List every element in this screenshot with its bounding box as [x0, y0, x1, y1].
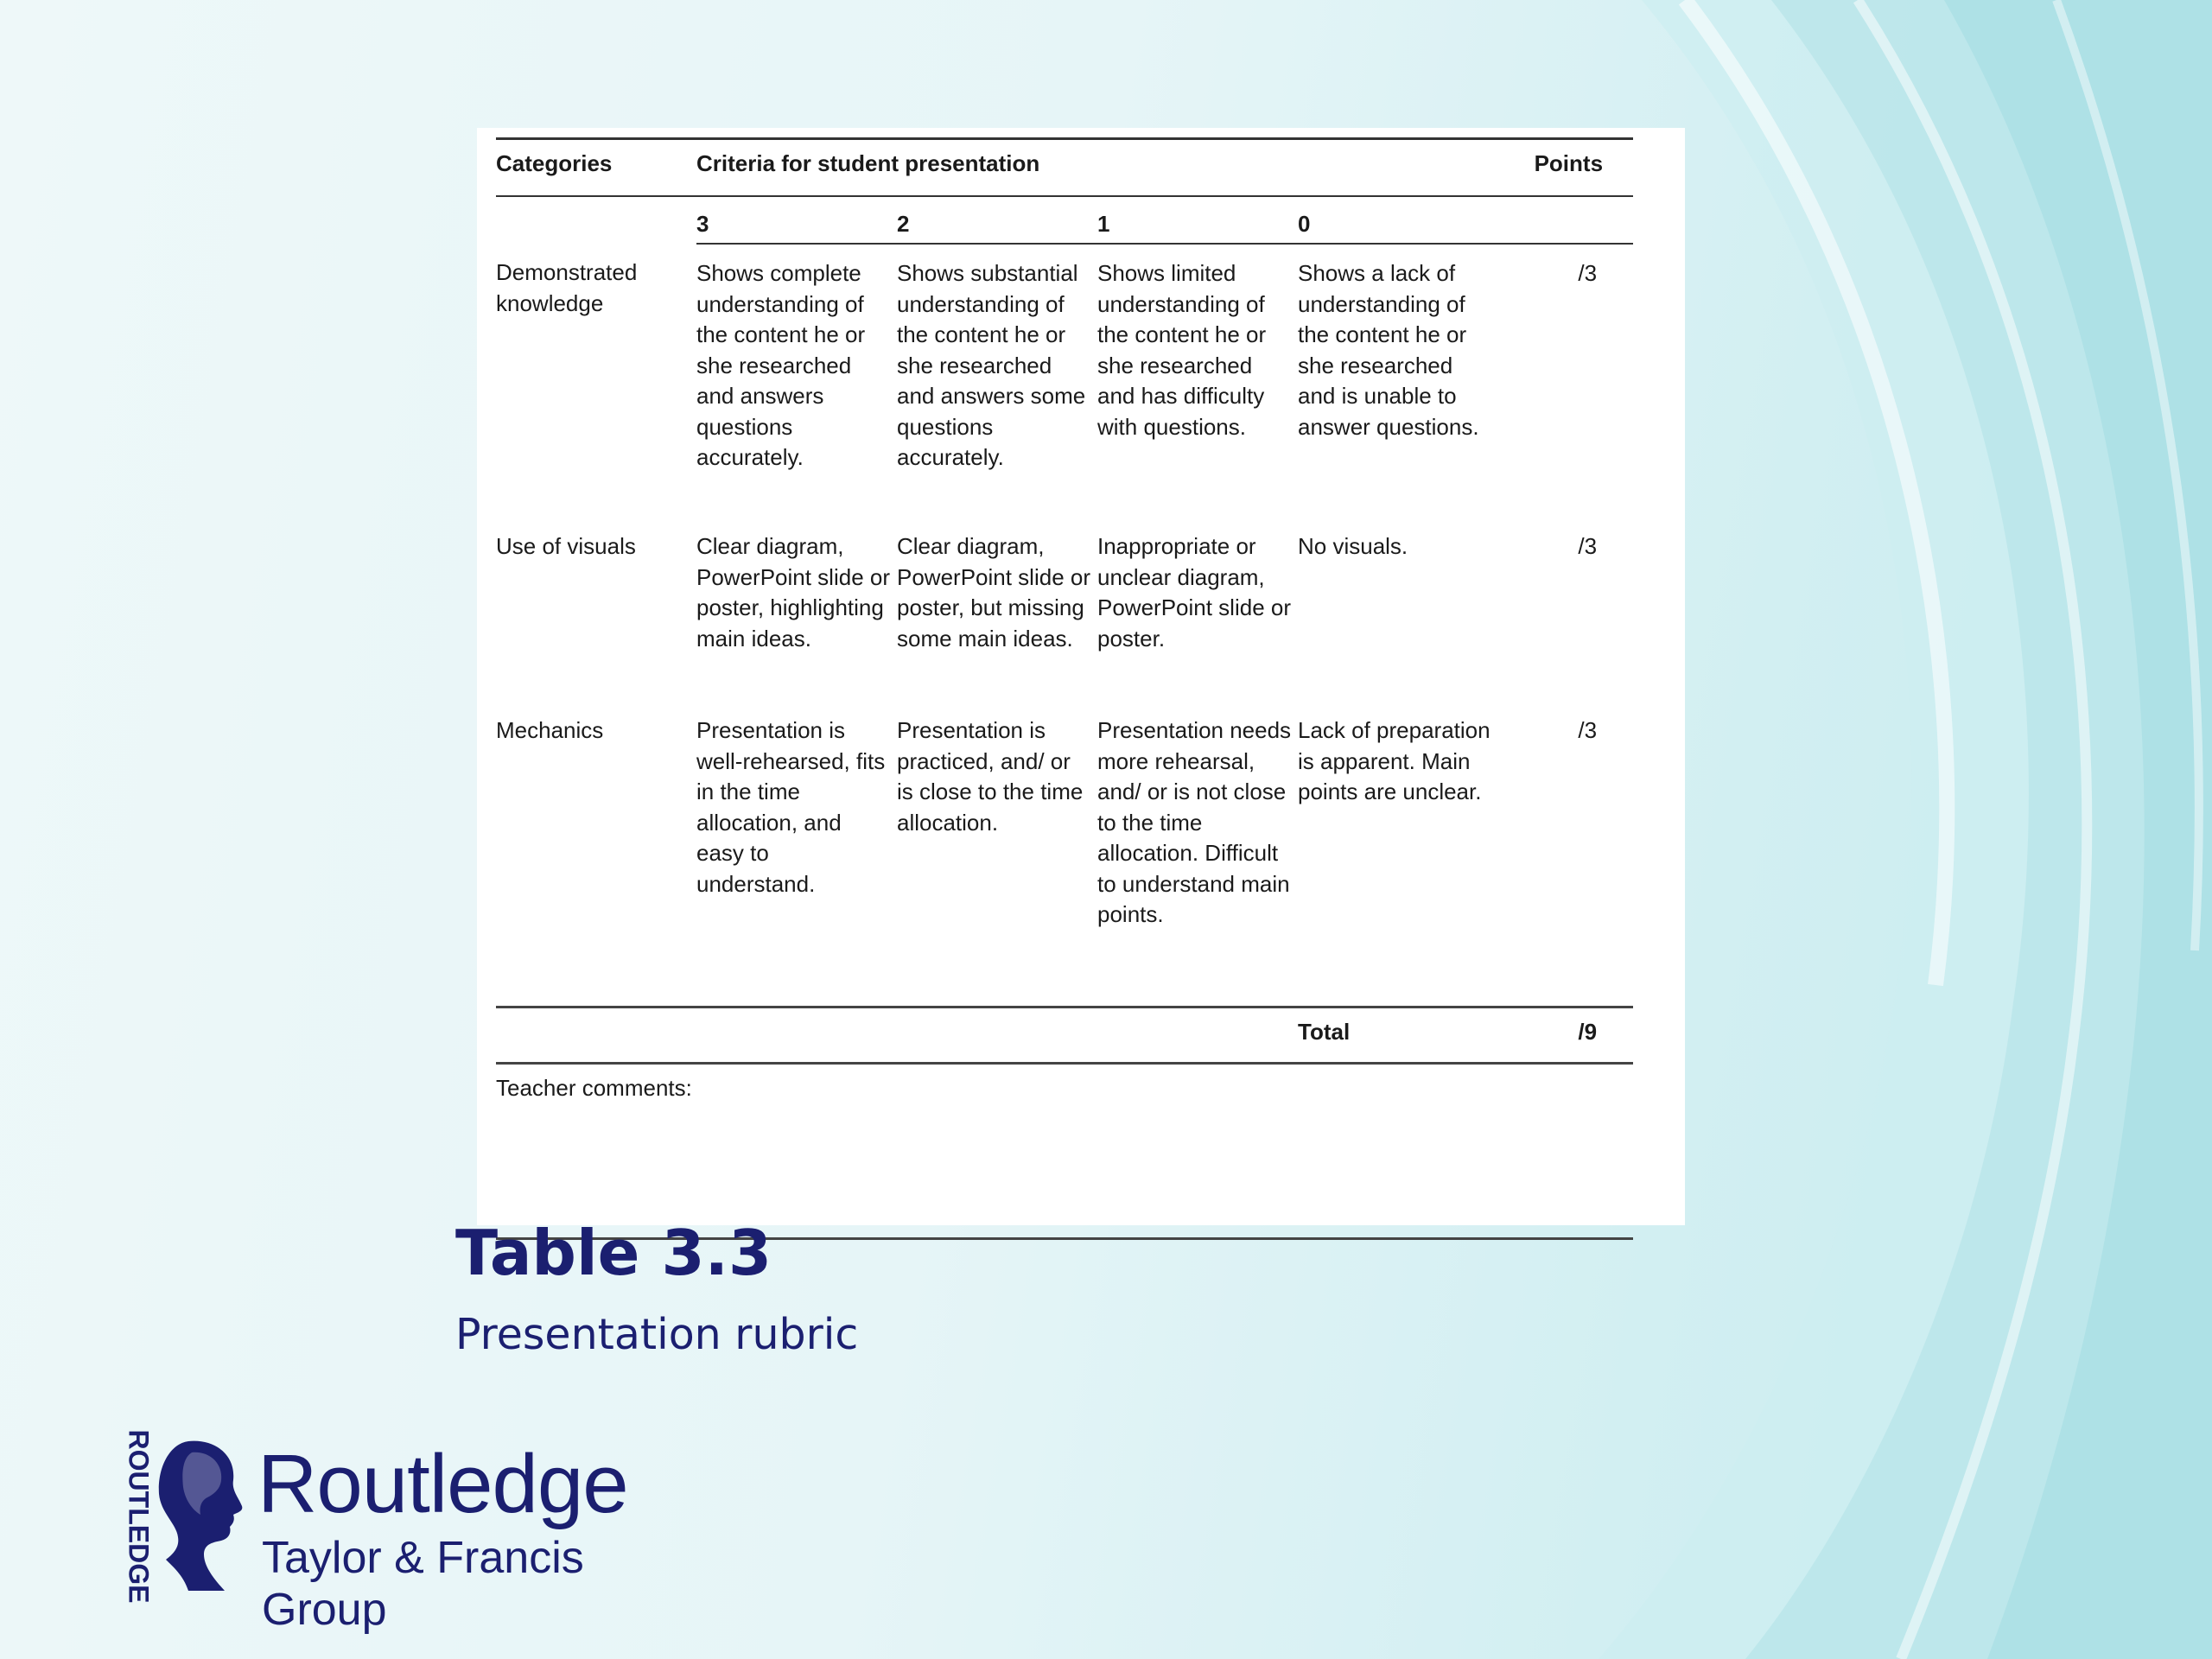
table-row	[496, 702, 1633, 1007]
criteria-cell: Lack of preparation is apparent. Main points are unclear.	[1298, 717, 1491, 804]
table-row	[496, 518, 1633, 702]
category-cell: Demonstrated knowledge	[496, 259, 638, 316]
criteria-cell: Clear diagram, PowerPoint slide or poster, but missing some main ideas.	[897, 533, 1090, 652]
points-cell: /3	[1578, 533, 1598, 559]
level-0-header: 0	[1298, 196, 1498, 244]
comments-row	[496, 1064, 1633, 1239]
table-header-row	[496, 139, 1633, 197]
level-2-header: 2	[897, 196, 1097, 244]
logo-group: Taylor & Francis Group	[262, 1533, 584, 1635]
total-points: /9	[1498, 1007, 1633, 1064]
routledge-logo	[121, 1429, 709, 1635]
logo-vertical-text: ROUTLEDGE	[123, 1429, 155, 1604]
table-row	[496, 244, 1633, 518]
criteria-cell: No visuals.	[1298, 533, 1408, 559]
teacher-comments-label: Teacher comments:	[496, 1064, 1633, 1239]
level-1-header: 1	[1097, 196, 1298, 244]
header-categories: Categories	[496, 139, 696, 197]
logo-name: Routledge	[257, 1438, 628, 1530]
rubric-table-card	[477, 128, 1685, 1225]
criteria-cell: Inappropriate or unclear diagram, PowerPoint slide or poster.	[1097, 533, 1291, 652]
criteria-cell: Shows complete understanding of the content he or she researched and answers questions accurately.	[696, 260, 866, 470]
header-criteria: Criteria for student presentation	[696, 139, 1498, 197]
criteria-cell: Shows substantial understanding of the content he or she researched and answers some questions accurately.	[897, 260, 1086, 470]
caption-subtitle: Presentation rubric	[455, 1310, 859, 1359]
total-blank	[496, 1007, 1298, 1064]
criteria-cell: Shows limited understanding of the content he or she researched and has difficulty with questions.	[1097, 260, 1267, 440]
subheader-points-blank	[1498, 196, 1633, 244]
criteria-cell: Clear diagram, PowerPoint slide or poster, highlighting main ideas.	[696, 533, 890, 652]
criteria-cell: Shows a lack of understanding of the content he or she researched and is unable to answer questions.	[1298, 260, 1479, 440]
table-subheader-row	[496, 196, 1633, 244]
routledge-head-icon	[154, 1437, 249, 1592]
criteria-cell: Presentation is well-rehearsed, fits in the time allocation, and easy to understand.	[696, 717, 886, 897]
total-label: Total	[1298, 1007, 1498, 1064]
points-cell: /3	[1578, 717, 1598, 743]
criteria-cell: Presentation is practiced, and/ or is close to the time allocation.	[897, 717, 1084, 836]
subheader-blank	[496, 196, 696, 244]
category-cell: Use of visuals	[496, 533, 636, 559]
logo-vertical-wordmark	[121, 1430, 156, 1603]
total-row	[496, 1007, 1633, 1064]
category-cell: Mechanics	[496, 717, 604, 743]
criteria-cell: Presentation needs more rehearsal, and/ or is not close to the time allocation. Difficult to understand main points.	[1097, 717, 1292, 927]
header-points: Points	[1498, 139, 1633, 197]
level-3-header: 3	[696, 196, 897, 244]
rubric-table	[496, 137, 1633, 1240]
caption-title: Table 3.3	[455, 1217, 772, 1289]
points-cell: /3	[1578, 260, 1598, 286]
